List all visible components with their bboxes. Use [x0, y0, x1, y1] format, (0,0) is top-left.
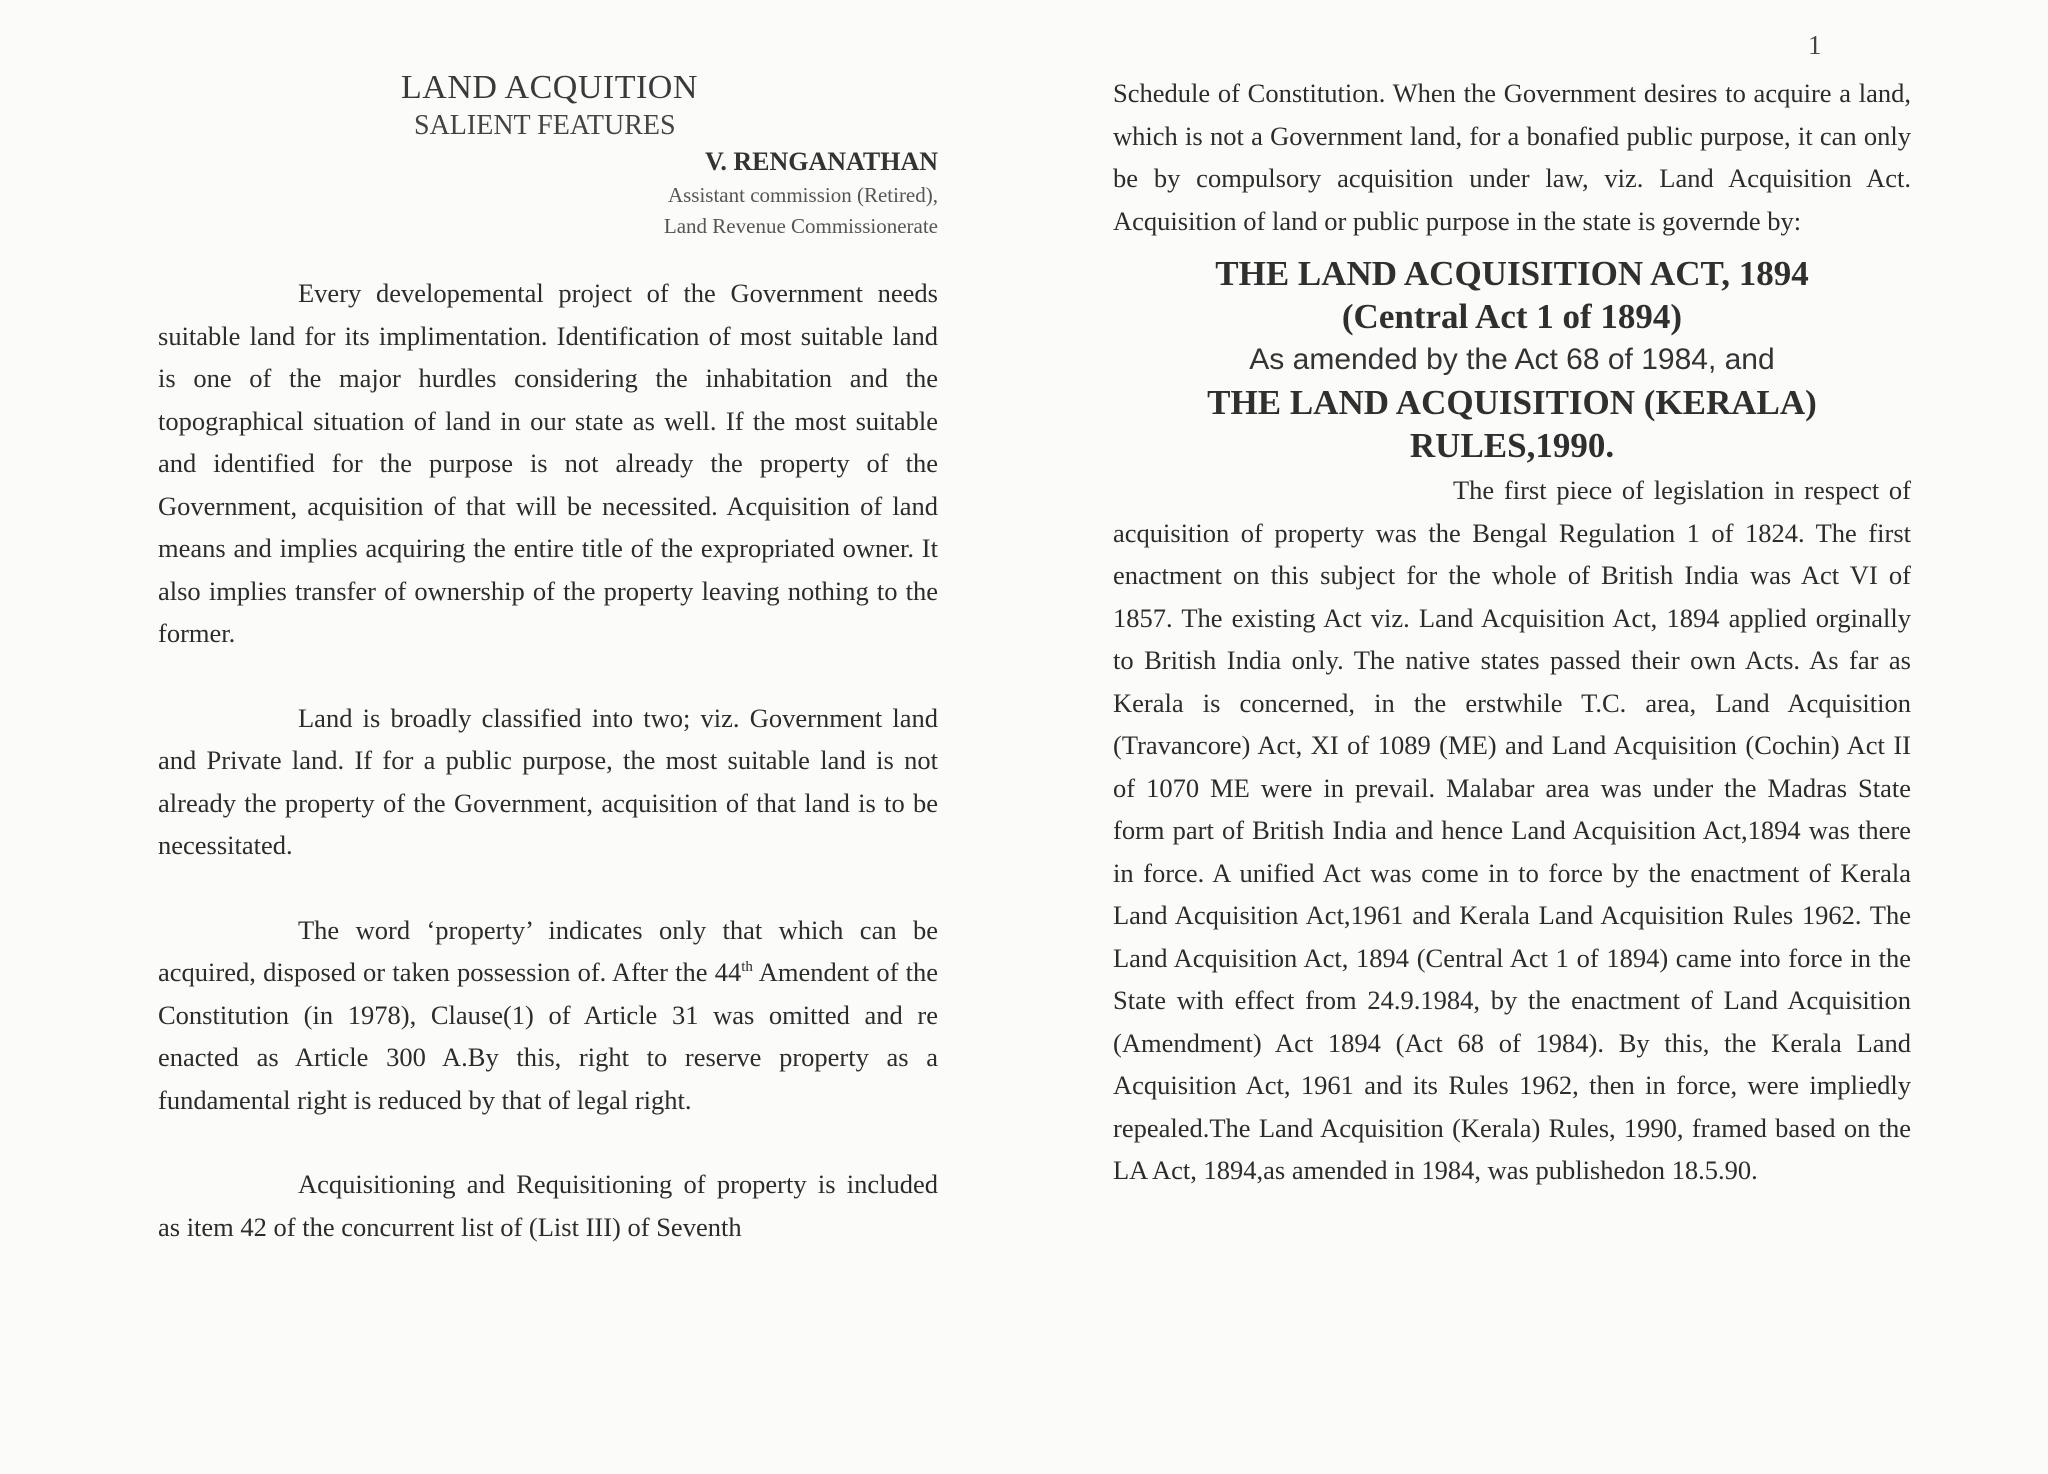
left-column: [158, 68, 938, 1248]
document-subtitle: SALIENT FEATURES: [414, 110, 676, 141]
act-heading: [1113, 252, 1911, 467]
paragraph-property-definition: [158, 909, 938, 1122]
paragraph-acquisitioning: Acquisitioning and Requisitioning of property is included as item 42 of the concurrent list of (List III) of Seventh: [158, 1169, 938, 1242]
author-office: Land Revenue Commissionerate: [663, 214, 938, 238]
paragraph-schedule-continued: Schedule of Constitution. When the Government desires to acquire a land, which is not a Government land, for a bonafied public purpose, it can only be by compulsory acquisition under law, viz. Land Acquisition Act. Acquisition of land or public purpose in the state is governde by:: [1113, 78, 1911, 236]
paragraph-legislation-history: The first piece of legislation in respect of acquisition of property was the Bengal Regulation 1 of 1824. The first enactment on this subject for the whole of British India was Act VI of 1857. The existing Act viz. Land Acquisition Act, 1894 applied orginally to British India only. The native states passed their own Acts. As far as Kerala is concerned, in the erstwhile T.C. area, Land Acquisition (Travancore) Act, XI of 1089 (ME) and Land Acquisition (Cochin) Act II of 1070 ME were in prevail. Malabar area was under the Madras State form part of British India and hence Land Acquisition Act,1894 was there in force. A unified Act was come in to force by the enactment of Kerala Land Acquisition Act,1961 and Kerala Land Acquisition Rules 1962. The Land Acquisition Act, 1894 (Central Act 1 of 1894) came into force in the State with effect from 24.9.1984, by the enactment of Land Acquisition (Amendment) Act 1894 (Act 68 of 1984). By this, the Kerala Land Acquisition Act, 1961 and its Rules 1962, then in force, were impliedly repealed.The Land Acquisition (Kerala) Rules, 1990, framed based on the LA Act, 1894,as amended in 1984, was publishedon 18.5.90.: [1113, 475, 1911, 1185]
paragraph-property-text-b: Amendent of the Constitution (in 1978), Clause(1) of Article 31 was omitted and re enacted as Article 300 A.By this, right to reserve property as a fundamental right is reduced by that of legal right.: [158, 957, 938, 1115]
page-number: 1: [1808, 30, 1822, 60]
author-name: V. RENGANATHAN: [704, 147, 938, 176]
rules-title: THE LAND ACQUISITION (KERALA): [1207, 383, 1817, 422]
paragraph-land-classification: Land is broadly classified into two; viz. Government land and Private land. If for a public purpose, the most suitable land is not already the property of the Government, acquisition of that land is to be necessitated.: [158, 702, 938, 860]
author-title: Assistant commission (Retired),: [667, 183, 938, 207]
paragraph-development: Every developemental project of the Government needs suitable land for its implimentation. Identification of most suitable land is one of the major hurdles considering the inhabitation and the topographical situation of land in our state as well. If the most suitable and identified for the purpose is not already the property of the Government, acquisition of that will be necessited. Acquisition of land means and implies acquiring the entire title of the expropriated owner. It also implies transfer of ownership of the property leaving nothing to the former.: [158, 278, 938, 648]
act-central-number: (Central Act 1 of 1894): [1341, 297, 1683, 336]
right-column: [1113, 72, 1911, 1192]
rules-year: RULES,1990.: [1409, 426, 1615, 465]
document-title: LAND ACQUITION: [401, 69, 698, 106]
act-title: THE LAND ACQUISITION ACT, 1894: [1215, 254, 1809, 293]
ordinal-suffix: th: [741, 959, 753, 976]
paragraph-property-text-a: The word ‘property’ indicates only that which can be acquired, disposed or taken possession of. After the 44: [158, 914, 938, 987]
act-amendment-note: As amended by the Act 68 of 1984, and: [1249, 343, 1775, 376]
